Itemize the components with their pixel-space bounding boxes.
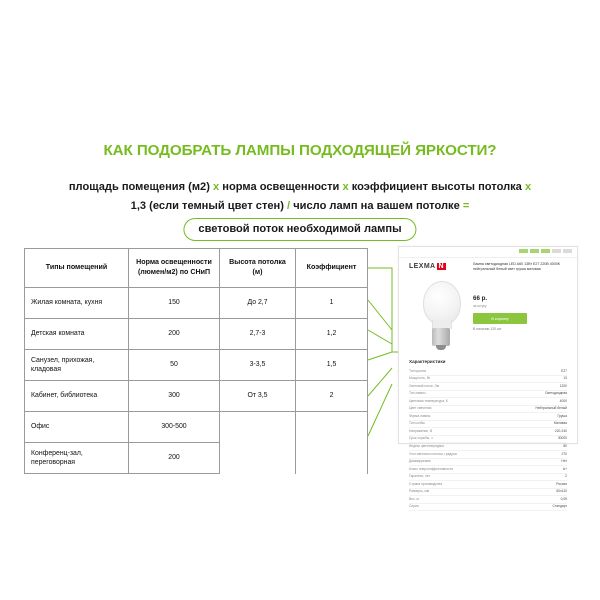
cell-room-type: Конференц-зал, переговорная: [25, 443, 129, 474]
cell-room-type: Санузел, прихожая, кладовая: [25, 350, 129, 381]
energy-bar-1: [519, 249, 528, 253]
energy-bar-5: [563, 249, 572, 253]
spec-value: Светодиодная: [545, 391, 567, 396]
energy-bar-4: [552, 249, 561, 253]
cell-norm: 300: [129, 381, 220, 412]
cell-norm: 200: [129, 443, 220, 474]
cell-height-empty: [220, 443, 296, 474]
cell-coef: 1,5: [296, 350, 368, 381]
cell-coef-empty: [296, 412, 368, 443]
cell-coef: 1,2: [296, 319, 368, 350]
formula-part-lamp-count: число ламп на вашем потолке: [293, 200, 460, 212]
spec-row: [409, 466, 567, 474]
cell-height-empty: [220, 412, 296, 443]
spec-row: [409, 489, 567, 497]
product-price: 66 р.: [473, 295, 488, 302]
table-header-ceiling-height: Высота потолка (м): [220, 249, 296, 288]
formula-part-dark-walls: 1,3 (если темный цвет стен): [130, 200, 284, 212]
spec-key: Напряжение, В: [409, 428, 433, 433]
table-row: [25, 381, 368, 412]
formula-operator-divide: /: [287, 200, 291, 212]
spec-key: Диммируемая: [409, 459, 431, 464]
table-row: [25, 319, 368, 350]
spec-row: [409, 368, 567, 376]
formula-operator-multiply-3: х: [524, 181, 532, 193]
spec-key: Класс энергоэффективности: [409, 466, 454, 471]
cell-height: 2,7-3: [220, 319, 296, 350]
specs-table: [409, 368, 567, 511]
product-card[interactable]: [398, 246, 578, 509]
add-to-cart-button[interactable]: В корзину: [473, 313, 527, 324]
spec-value: A+: [562, 466, 567, 471]
table-header-coefficient: Коэффициент: [296, 249, 368, 288]
product-price-unit: за штуку: [473, 304, 487, 308]
spec-row: [409, 443, 567, 451]
brand-logo-text: LEXMA: [409, 263, 436, 270]
cell-norm: 300-500: [129, 412, 220, 443]
energy-class-scale: [519, 249, 572, 253]
spec-row: [409, 383, 567, 391]
formula-part-coef: коэффициент высоты потолка: [351, 181, 522, 193]
cell-norm: 50: [129, 350, 220, 381]
spec-value: 80: [563, 444, 567, 449]
cell-norm: 150: [129, 288, 220, 319]
cell-norm: 200: [129, 319, 220, 350]
cell-coef-empty: [296, 443, 368, 474]
energy-bar-2: [530, 249, 539, 253]
spec-row: [409, 391, 567, 399]
spec-value: 60x110: [556, 489, 567, 494]
formula-part-area: площадь помещения (м2): [68, 181, 210, 193]
spec-value: 0,05: [560, 496, 567, 501]
formula-result-badge: световой поток необходимой лампы: [183, 218, 416, 241]
spec-value: 30000: [557, 436, 567, 441]
spec-value: Груша: [557, 413, 567, 418]
cell-room-type: Кабинет, библиотека: [25, 381, 129, 412]
spec-value: Матовая: [553, 421, 567, 426]
light-bulb-image: [417, 281, 465, 353]
page-title: КАК ПОДОБРАТЬ ЛАМПЫ ПОДХОДЯЩЕЙ ЯРКОСТИ?: [103, 142, 497, 159]
spec-key: Срок службы, ч: [409, 436, 433, 441]
formula-operator-multiply-1: х: [213, 181, 220, 193]
spec-row: [409, 474, 567, 482]
spec-row: [409, 459, 567, 467]
spec-key: Размеры, мм: [409, 489, 430, 494]
table-row: [25, 350, 368, 381]
spec-key: Серия: [409, 504, 419, 509]
spec-row: [409, 436, 567, 444]
table-row: [25, 288, 368, 319]
spec-row: [409, 496, 567, 504]
lighting-norms-table: [24, 248, 367, 474]
spec-key: Цвет свечения: [409, 406, 432, 411]
formula-block: [18, 178, 582, 216]
table-header-norm: Норма освещенности (люмен/м2) по СНиП: [129, 249, 220, 288]
spec-key: Вес, кг: [409, 496, 420, 501]
product-title: Лампа светодиодная LED A60 13Вт E27 220В 4000K нейтральный белый свет груша матовая: [473, 262, 561, 272]
formula-part-norm: норма освещенности: [222, 181, 340, 193]
spec-value: E27: [561, 368, 567, 373]
formula-operator-equals: =: [462, 200, 470, 212]
spec-value: Нейтральный белый: [535, 406, 567, 411]
spec-key: Тип лампы: [409, 391, 426, 396]
stock-status: В наличии 120 шт.: [473, 327, 502, 331]
spec-key: Страна производства: [409, 481, 443, 486]
spec-row: [409, 398, 567, 406]
spec-value: Нет: [561, 459, 567, 464]
spec-value: 1200: [559, 383, 567, 388]
bulb-base: [432, 328, 450, 346]
table-header-room-type: Типы помещений: [25, 249, 129, 288]
cell-height: До 2,7: [220, 288, 296, 319]
cell-room-type: Офис: [25, 412, 129, 443]
table-row: [25, 412, 368, 443]
spec-value: Россия: [556, 481, 567, 486]
spec-row: [409, 421, 567, 429]
spec-value: 220-240: [554, 428, 567, 433]
cell-coef: 1: [296, 288, 368, 319]
bulb-glass: [423, 281, 461, 325]
spec-key: Гарантия, лет: [409, 474, 431, 479]
spec-row: [409, 428, 567, 436]
cell-height: От 3,5: [220, 381, 296, 412]
spec-key: Цветовая температура, К: [409, 398, 448, 403]
spec-key: Световой поток, Лм: [409, 383, 439, 388]
formula-operator-multiply-2: х: [342, 181, 349, 193]
spec-row: [409, 376, 567, 384]
spec-value: 270: [561, 451, 567, 456]
cell-coef: 2: [296, 381, 368, 412]
spec-value: 2: [565, 474, 567, 479]
spec-key: Мощность, Вт: [409, 376, 431, 381]
spec-value: Стандарт: [552, 504, 567, 509]
cell-room-type: Жилая комната, кухня: [25, 288, 129, 319]
card-top-bar: [399, 247, 577, 258]
energy-bar-3: [541, 249, 550, 253]
cell-height: 3-3,5: [220, 350, 296, 381]
spec-row: [409, 481, 567, 489]
spec-key: Форма лампы: [409, 413, 431, 418]
spec-key: Угол светового потока, градусы: [409, 451, 457, 456]
cell-room-type: Детская комната: [25, 319, 129, 350]
spec-key: Тип цоколя: [409, 368, 427, 373]
spec-key: Тип колбы: [409, 421, 425, 426]
spec-value: 13: [563, 376, 567, 381]
specs-heading: Характеристики: [409, 359, 446, 364]
table-row: [25, 443, 368, 474]
brand-logo: [409, 263, 446, 270]
spec-row: [409, 451, 567, 459]
spec-value: 4000: [559, 398, 567, 403]
spec-row: [409, 504, 567, 512]
spec-row: [409, 406, 567, 414]
spec-row: [409, 413, 567, 421]
brand-logo-mark: N: [438, 263, 444, 270]
spec-key: Индекс цветопередачи: [409, 444, 445, 449]
table-header-row: [25, 249, 368, 288]
